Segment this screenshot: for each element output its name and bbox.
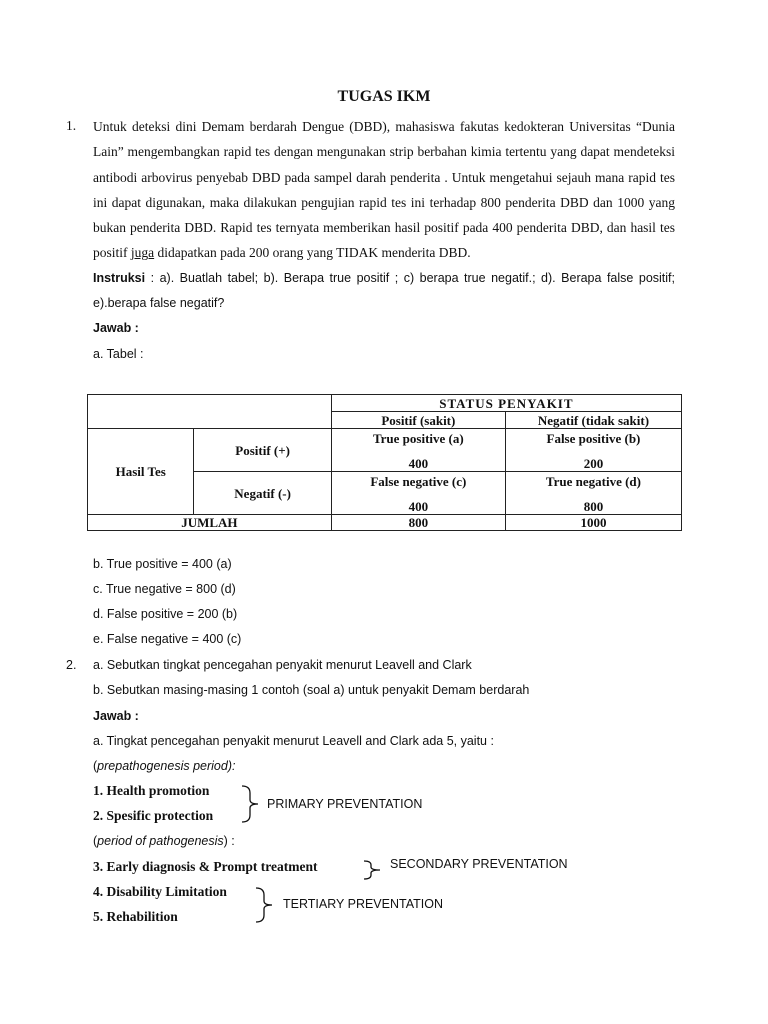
instruction-paragraph [93,266,675,317]
instruction-text: : a). Buatlah tabel; b). Berapa true positif ; c) berapa true negatif.; d). Berapa false positif; e).berapa false negatif? [93,270,675,311]
fp-label: False positive (b) [546,431,641,446]
tn-label: True negative (d) [545,474,641,489]
primary-prevention-label: PRIMARY PREVENTATION [267,797,423,811]
prepathogenesis-line [93,759,235,773]
tertiary-brace-icon [252,887,278,923]
question-1-text-end: didapatkan pada 200 orang yang TIDAK menderita DBD. [154,245,471,261]
cell-true-negative [505,472,681,515]
table-label: a. Tabel : [93,346,144,361]
prepath-open: ( [93,759,98,773]
total-negative: 1000 [505,515,681,531]
path-term: period of pathogenesis [97,834,224,848]
secondary-prevention-label: SECONDARY PREVENTATION [390,857,568,871]
secondary-brace-icon [362,860,386,880]
total-positive: 800 [331,515,505,531]
fp-value: 200 [583,456,604,471]
item-rehabilition: 5. Rehabilition [93,909,178,924]
cell-false-positive [505,429,681,472]
total-label: JUMLAH [88,515,332,531]
table-empty-corner [88,395,332,429]
question-1-text-main: Untuk deteksi dini Demam berdarah Dengue (DBD), mahasiswa fakutas kedokteran Universitas “Dunia Lain” mengembangkan rapid tes dengan mengunakan strip berbahan kimia tertentu yang dapat mendeteksi antibodi arbovirus penyebab DBD pada sampel darah penderita . Untuk mengetahui sejauh mana rapid tes ini dapat digunakan, maka dilakukan pengujian rapid tes ini terhadap 800 penderita DBD dan 1000 yang bukan penderita DBD. Rapid tes ternyata memberikan hasil positif pada 400 penderita DBD, dan hasil tes positif [93,119,675,261]
cell-false-negative [331,472,505,515]
prepath-term: prepathogenesis period [97,759,228,773]
row-header-negatif: Negatif (-) [194,472,331,515]
col-header-positif: Positif (sakit) [331,412,505,429]
question-2-number: 2. [66,658,77,672]
item-health-promotion: 1. Health promotion [93,783,210,798]
fn-value: 400 [408,499,429,514]
tertiary-prevention-label: TERTIARY PREVENTATION [283,897,443,911]
question-1-body [93,114,675,367]
col-header-negatif: Negatif (tidak sakit) [505,412,681,429]
fn-label: False negative (c) [370,474,467,489]
question-2b: b. Sebutkan masing-masing 1 contoh (soal a) untuk penyakit Demam berdarah [93,683,530,697]
primary-brace-icon [238,785,264,823]
item-disability-limitation: 4. Disability Limitation [93,884,227,899]
cell-true-positive [331,429,505,472]
answer-2-label: Jawab : [93,709,139,723]
tp-label: True positive (a) [372,431,464,446]
prepath-close: ): [227,759,236,773]
path-open: ( [93,834,98,848]
answer-2-intro: a. Tingkat pencegahan penyakit menurut Leavell and Clark ada 5, yaitu : [93,734,494,748]
item-early-diagnosis: 3. Early diagnosis & Prompt treatment [93,859,318,874]
row-group-hasil-tes: Hasil Tes [88,429,194,515]
question-1-text [93,114,675,266]
item-spesific-protection: 2. Spesific protection [93,808,214,823]
pathogenesis-line [93,834,235,848]
answer-1-label: Jawab : [93,321,139,336]
question-1-number: 1. [66,118,77,133]
question-2a: a. Sebutkan tingkat pencegahan penyakit menurut Leavell and Clark [93,658,472,672]
tp-value: 400 [408,456,429,471]
document-title: TUGAS IKM [337,88,431,105]
answer-c: c. True negative = 800 (d) [93,582,236,596]
answer-b: b. True positive = 400 (a) [93,557,232,571]
status-penyakit-header: STATUS PENYAKIT [331,395,681,412]
question-1-underlined-word: juga [130,245,155,261]
instruction-label: Instruksi [93,270,146,285]
answer-e: e. False negative = 400 (c) [93,632,242,646]
answer-d: d. False positive = 200 (b) [93,607,238,621]
tn-value: 800 [583,499,604,514]
path-close: ) : [223,834,235,848]
result-table [87,394,682,531]
row-header-positif: Positif (+) [194,429,331,472]
